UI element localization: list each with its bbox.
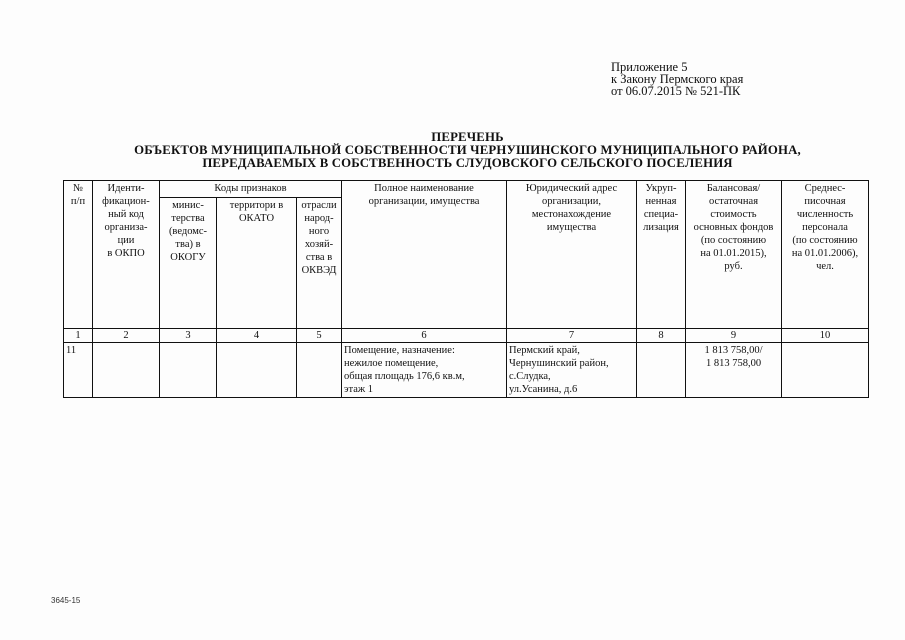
cell-okato <box>217 343 297 398</box>
column-number: 2 <box>93 329 160 343</box>
text-line: (ведомс- <box>168 226 208 237</box>
text-line: народ- <box>304 213 334 224</box>
column-number: 9 <box>686 329 782 343</box>
cell-balance <box>686 343 782 398</box>
text-line: лизация <box>643 222 679 233</box>
text-line: Среднес- <box>804 183 846 194</box>
text-line: Иденти- <box>107 183 145 194</box>
text-line: 1 813 758,00/ <box>704 345 763 356</box>
header-okato <box>217 198 297 329</box>
appendix-line-1: Приложение 5 <box>611 60 688 74</box>
text-line: Помещение, назначение: <box>344 345 455 356</box>
text-line: стоимость <box>710 209 757 220</box>
text-line: этаж 1 <box>344 384 374 395</box>
cell-okpo <box>93 343 160 398</box>
text-line: Укруп- <box>645 183 677 194</box>
text-line: на 01.01.2015), <box>700 248 767 259</box>
header-staff <box>782 181 869 329</box>
header-address <box>507 181 637 329</box>
column-number: 10 <box>782 329 869 343</box>
header-balance <box>686 181 782 329</box>
cell-name <box>342 343 507 398</box>
text-line: на 01.01.2006), <box>791 248 859 259</box>
text-line: Чернушинский район, <box>509 358 609 369</box>
text-line: остаточная <box>708 196 759 207</box>
text-line: Юридический адрес <box>525 183 618 194</box>
text-line: руб. <box>724 261 743 272</box>
text-line: тва) в <box>175 239 201 250</box>
text-line: ции <box>117 235 135 246</box>
document-title <box>60 131 875 170</box>
text-line: Полное наименование <box>374 183 474 194</box>
header-num <box>64 181 93 329</box>
appendix-line-2: к Закону Пермского края <box>611 72 744 86</box>
text-line: общая площадь 176,6 кв.м, <box>344 371 465 382</box>
cell-ministry <box>160 343 217 398</box>
title-line-2: ОБЪЕКТОВ МУНИЦИПАЛЬНОЙ СОБСТВЕННОСТИ ЧЕРНУШИНСКОГО МУНИЦИПАЛЬНОГО РАЙОНА, <box>134 143 801 157</box>
text-line: в ОКПО <box>107 248 145 259</box>
appendix-line-3: от 06.07.2015 № 521-ПК <box>611 84 741 98</box>
text-line: № <box>72 183 84 194</box>
text-line: (по состоянию <box>700 235 767 246</box>
cell-okved <box>297 343 342 398</box>
property-table <box>63 180 869 398</box>
text-line: 1 813 758,00 <box>705 358 762 369</box>
column-number: 5 <box>297 329 342 343</box>
text-line: организа- <box>104 222 148 233</box>
header-specialization <box>637 181 686 329</box>
text-line: ный код <box>108 209 144 220</box>
column-number: 6 <box>342 329 507 343</box>
text-line: организации, имущества <box>368 196 480 207</box>
text-line: ОКОГУ <box>170 252 206 263</box>
text-line: фикацион- <box>102 196 150 207</box>
footer-code: 3645-15 <box>51 596 81 605</box>
column-number: 3 <box>160 329 217 343</box>
table-row <box>64 343 869 398</box>
header-row-1 <box>64 181 869 198</box>
text-line: минис- <box>172 200 204 211</box>
text-line: местонахождение <box>531 209 612 220</box>
header-okpo <box>93 181 160 329</box>
text-line: нежилое помещение, <box>344 358 439 369</box>
column-number: 4 <box>217 329 297 343</box>
header-codes-group: Коды признаков <box>160 181 342 198</box>
header-name <box>342 181 507 329</box>
column-number-row <box>64 329 869 343</box>
title-line-1: ПЕРЕЧЕНЬ <box>431 130 504 144</box>
text-line: персонала <box>802 222 848 233</box>
cell-num: 11 <box>64 343 93 398</box>
text-line: с.Слудка, <box>509 371 551 382</box>
text-line: ОКАТО <box>238 213 275 224</box>
cell-address <box>507 343 637 398</box>
text-line: отрасли <box>301 200 337 211</box>
text-line: терства <box>171 213 205 224</box>
text-line: ОКВЭД <box>301 265 337 276</box>
header-okved <box>297 198 342 329</box>
header-ministry <box>160 198 217 329</box>
text-line: численность <box>796 209 854 220</box>
appendix-note <box>611 61 811 97</box>
text-line: чел. <box>816 261 834 272</box>
text-line: основных фондов <box>693 222 774 233</box>
text-line: (по состоянию <box>792 235 858 246</box>
text-line: Балансовая/ <box>706 183 761 194</box>
text-line: территори в <box>229 200 284 211</box>
cell-specialization <box>637 343 686 398</box>
text-line: организации, <box>542 196 601 207</box>
text-line: Пермский край, <box>509 345 580 356</box>
column-number: 7 <box>507 329 637 343</box>
text-line: ного <box>308 226 330 237</box>
text-line: писочная <box>804 196 846 207</box>
text-line: ненная <box>645 196 677 207</box>
text-line: ства в <box>305 252 333 263</box>
cell-staff <box>782 343 869 398</box>
text-line: п/п <box>70 196 86 207</box>
column-number: 1 <box>64 329 93 343</box>
text-line: специа- <box>643 209 679 220</box>
text-line: хозяй- <box>304 239 334 250</box>
title-line-3: ПЕРЕДАВАЕМЫХ В СОБСТВЕННОСТЬ СЛУДОВСКОГО СЕЛЬСКОГО ПОСЕЛЕНИЯ <box>202 156 733 170</box>
text-line: имущества <box>546 222 597 233</box>
text-line: ул.Усанина, д.6 <box>509 384 578 395</box>
column-number: 8 <box>637 329 686 343</box>
